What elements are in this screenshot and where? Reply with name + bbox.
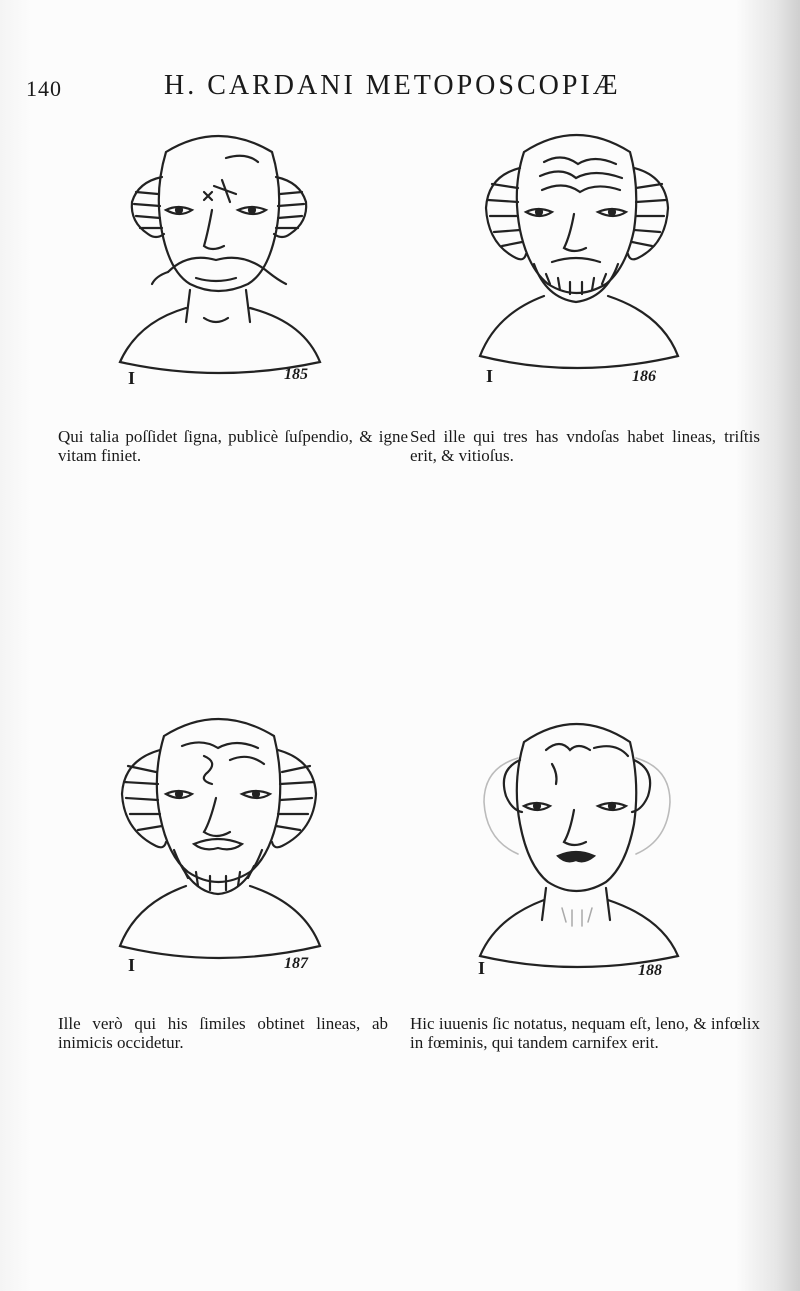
figure-number-185: 185 — [284, 366, 308, 383]
figure-number-187: 187 — [284, 955, 308, 972]
running-title: H. CARDANI METOPOSCOPIÆ — [164, 70, 621, 101]
scale-mark-188: I — [478, 958, 486, 978]
face-illustration-188 — [466, 712, 686, 982]
face-illustration-187 — [108, 706, 328, 976]
scale-mark-187: I — [128, 955, 136, 975]
scale-mark-186: I — [486, 366, 494, 386]
scale-mark-185: I — [128, 368, 136, 388]
page-number: 140 — [26, 76, 62, 101]
woodcut-face-187 — [108, 706, 328, 976]
caption-188: Hic iuuenis ſic notatus, nequam eſt, leno, & infœlix in fœminis, qui tandem carnifex erit. — [410, 1014, 760, 1052]
caption-186: Sed ille qui tres has vndoſas habet lineas, triſtis erit, & vitioſus. — [410, 427, 760, 465]
caption-187: Ille verò qui his ſimiles obtinet lineas, ab inimicis occidetur. — [58, 1014, 388, 1052]
woodcut-face-188 — [466, 712, 686, 982]
caption-185: Qui talia poſſidet ſigna, publicè ſuſpendio, & igne vitam finiet. — [58, 427, 408, 465]
woodcut-face-185 — [108, 122, 328, 392]
figure-number-186: 186 — [632, 368, 656, 385]
face-illustration-186 — [466, 118, 686, 388]
page-header — [26, 70, 766, 110]
face-illustration-185 — [108, 122, 328, 392]
figure-number-188: 188 — [638, 962, 662, 979]
woodcut-face-186 — [466, 118, 686, 388]
